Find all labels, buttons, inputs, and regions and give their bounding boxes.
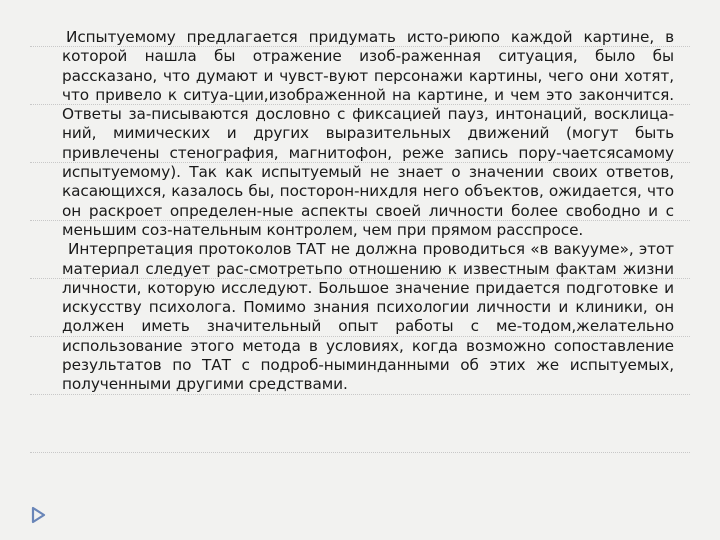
dotted-rule xyxy=(30,452,690,453)
triangle-right-icon[interactable] xyxy=(28,505,48,525)
body-text xyxy=(62,28,674,395)
paragraph-1: Испытуемому предлагается придумать исто-риюпо каждой картине, в которой нашла бы отражение изоб-раженная ситуация, было бы рассказано, что думают и чувст-вуют персонажи картины, чего они хотят, что привело к ситуа-ции,изображенной на картине, и чем это закончится. Ответы за-писываются дословно с фиксацией пауз, интонаций, восклица-ний, мимических и других выразительных движений (могут быть привлечены стенография, магнитофон, реже запись пору-чаетсясамому испытуемому). Так как испытуемый не знает о значении своих ответов, касающихся, казалось бы, посторон-нихдля него объектов, ожидается, что он раскроет определен-ные аспекты своей личности более свободно и с меньшим соз-нательным контролем, чем при прямом расспросе. xyxy=(62,28,674,239)
paragraph-2: Интерпретация протоколов ТАТ не должна проводиться «в вакууме», этот материал следует рас-смотретьпо отношению к известным фактам жизни личности, которую исследуют. Большое значение придается подготовке и искусству психолога. Помимо знания психологии личности и клиники, он должен иметь значительный опыт работы с ме-тодом,желательно использование этого метода в условиях, когда возможно сопоставление результатов по ТАТ с подроб-ныминданными об этих же испытуемых, полученными другими средствами. xyxy=(62,240,674,394)
